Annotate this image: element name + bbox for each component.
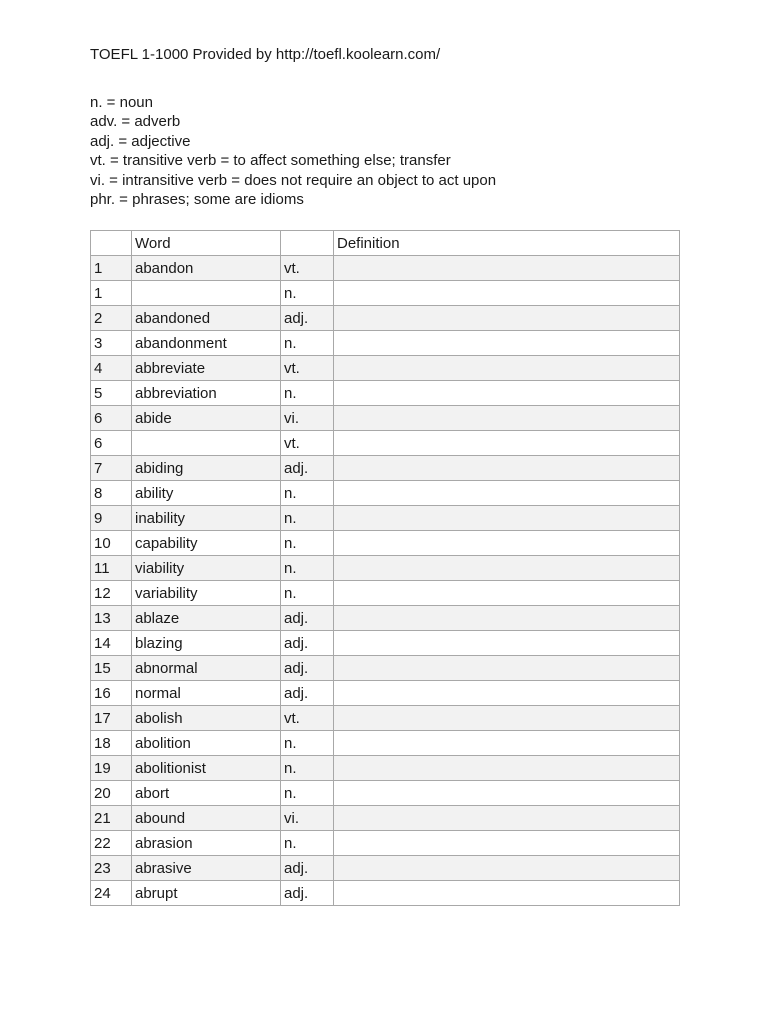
cell-definition [334, 781, 680, 806]
cell-word: abolitionist [132, 756, 281, 781]
cell-definition [334, 831, 680, 856]
cell-part-of-speech: adj. [281, 631, 334, 656]
cell-part-of-speech: n. [281, 581, 334, 606]
cell-definition [334, 606, 680, 631]
cell-part-of-speech: vi. [281, 406, 334, 431]
cell-part-of-speech: adj. [281, 306, 334, 331]
cell-word: ablaze [132, 606, 281, 631]
table-row [91, 356, 680, 381]
cell-word: ability [132, 481, 281, 506]
cell-definition [334, 881, 680, 906]
column-header-definition: Definition [334, 231, 680, 256]
cell-number: 6 [91, 406, 132, 431]
cell-number: 10 [91, 531, 132, 556]
cell-word: abolish [132, 706, 281, 731]
cell-number: 4 [91, 356, 132, 381]
cell-part-of-speech: n. [281, 381, 334, 406]
cell-definition [334, 681, 680, 706]
table-row [91, 681, 680, 706]
legend-line-noun: n. = noun [90, 94, 153, 111]
cell-number: 11 [91, 556, 132, 581]
cell-definition [334, 706, 680, 731]
cell-number: 3 [91, 331, 132, 356]
cell-part-of-speech: n. [281, 281, 334, 306]
cell-definition [334, 556, 680, 581]
column-header-part-of-speech [281, 231, 334, 256]
cell-definition [334, 631, 680, 656]
cell-number: 19 [91, 756, 132, 781]
cell-definition [334, 506, 680, 531]
table-row [91, 431, 680, 456]
legend-line-intransitive-verb: vi. = intransitive verb = does not require an object to act upon [90, 171, 497, 189]
cell-part-of-speech: adj. [281, 681, 334, 706]
legend-line-transitive-verb: vt. = transitive verb = to affect something else; transfer [90, 152, 451, 170]
cell-part-of-speech: n. [281, 756, 334, 781]
cell-definition [334, 656, 680, 681]
cell-number: 18 [91, 731, 132, 756]
cell-number: 15 [91, 656, 132, 681]
cell-word: abrasion [132, 831, 281, 856]
cell-part-of-speech: n. [281, 831, 334, 856]
cell-word: viability [132, 556, 281, 581]
cell-definition [334, 806, 680, 831]
cell-definition [334, 856, 680, 881]
table-row [91, 531, 680, 556]
table-row [91, 581, 680, 606]
cell-definition [334, 256, 680, 281]
table-row [91, 506, 680, 531]
legend-line-phrases: phr. = phrases; some are idioms [90, 190, 304, 208]
cell-definition [334, 331, 680, 356]
cell-word: abrupt [132, 881, 281, 906]
cell-definition [334, 406, 680, 431]
cell-definition [334, 281, 680, 306]
document-header: TOEFL 1-1000 Provided by http://toefl.koolearn.com/ [90, 46, 441, 63]
cell-definition [334, 481, 680, 506]
table-row [91, 606, 680, 631]
cell-word: capability [132, 531, 281, 556]
table-row [91, 831, 680, 856]
cell-word: abort [132, 781, 281, 806]
cell-definition [334, 581, 680, 606]
cell-word: normal [132, 681, 281, 706]
cell-number: 17 [91, 706, 132, 731]
table-row [91, 256, 680, 281]
cell-word: abandoned [132, 306, 281, 331]
table-body [91, 256, 680, 906]
table-row [91, 331, 680, 356]
cell-number: 1 [91, 256, 132, 281]
cell-word: abide [132, 406, 281, 431]
cell-word: abandonment [132, 331, 281, 356]
cell-word: abound [132, 806, 281, 831]
cell-definition [334, 731, 680, 756]
cell-number: 23 [91, 856, 132, 881]
cell-number: 21 [91, 806, 132, 831]
cell-word: abolition [132, 731, 281, 756]
cell-number: 6 [91, 431, 132, 456]
cell-number: 22 [91, 831, 132, 856]
cell-number: 5 [91, 381, 132, 406]
cell-part-of-speech: vt. [281, 256, 334, 281]
table-header-row [91, 231, 680, 256]
column-header-word: Word [132, 231, 281, 256]
cell-definition [334, 756, 680, 781]
cell-word: abbreviation [132, 381, 281, 406]
cell-part-of-speech: vt. [281, 431, 334, 456]
table-row [91, 806, 680, 831]
cell-part-of-speech: vi. [281, 806, 334, 831]
cell-number: 9 [91, 506, 132, 531]
cell-part-of-speech: adj. [281, 456, 334, 481]
abbreviation-legend [90, 93, 496, 209]
cell-word: abrasive [132, 856, 281, 881]
column-header-number [91, 231, 132, 256]
cell-part-of-speech: adj. [281, 656, 334, 681]
table-row [91, 481, 680, 506]
cell-number: 16 [91, 681, 132, 706]
cell-word: abandon [132, 256, 281, 281]
cell-part-of-speech: n. [281, 731, 334, 756]
table-row [91, 306, 680, 331]
cell-part-of-speech: n. [281, 556, 334, 581]
cell-part-of-speech: adj. [281, 606, 334, 631]
cell-number: 14 [91, 631, 132, 656]
cell-part-of-speech: vt. [281, 356, 334, 381]
cell-number: 2 [91, 306, 132, 331]
cell-word [132, 431, 281, 456]
table-row [91, 756, 680, 781]
cell-number: 8 [91, 481, 132, 506]
table-row [91, 781, 680, 806]
vocabulary-table [90, 230, 680, 906]
table-row [91, 556, 680, 581]
cell-definition [334, 381, 680, 406]
cell-definition [334, 531, 680, 556]
cell-word: blazing [132, 631, 281, 656]
cell-definition [334, 456, 680, 481]
cell-word: abbreviate [132, 356, 281, 381]
legend-line-adjective: adj. = adjective [90, 132, 191, 150]
cell-part-of-speech: adj. [281, 881, 334, 906]
table-row [91, 381, 680, 406]
table-row [91, 856, 680, 881]
cell-definition [334, 306, 680, 331]
cell-word: abiding [132, 456, 281, 481]
cell-part-of-speech: n. [281, 481, 334, 506]
cell-part-of-speech: n. [281, 781, 334, 806]
cell-number: 12 [91, 581, 132, 606]
cell-word: inability [132, 506, 281, 531]
cell-part-of-speech: vt. [281, 706, 334, 731]
cell-definition [334, 356, 680, 381]
cell-number: 24 [91, 881, 132, 906]
cell-word: abnormal [132, 656, 281, 681]
table-row [91, 881, 680, 906]
cell-number: 13 [91, 606, 132, 631]
cell-definition [334, 431, 680, 456]
table-row [91, 731, 680, 756]
cell-part-of-speech: n. [281, 331, 334, 356]
table-row [91, 456, 680, 481]
cell-part-of-speech: n. [281, 531, 334, 556]
table-row [91, 281, 680, 306]
cell-number: 20 [91, 781, 132, 806]
cell-word: variability [132, 581, 281, 606]
table-row [91, 656, 680, 681]
table-row [91, 706, 680, 731]
cell-part-of-speech: n. [281, 506, 334, 531]
table-row [91, 631, 680, 656]
cell-number: 7 [91, 456, 132, 481]
legend-line-adverb: adv. = adverb [90, 113, 181, 131]
cell-word [132, 281, 281, 306]
cell-number: 1 [91, 281, 132, 306]
cell-part-of-speech: adj. [281, 856, 334, 881]
table-row [91, 406, 680, 431]
